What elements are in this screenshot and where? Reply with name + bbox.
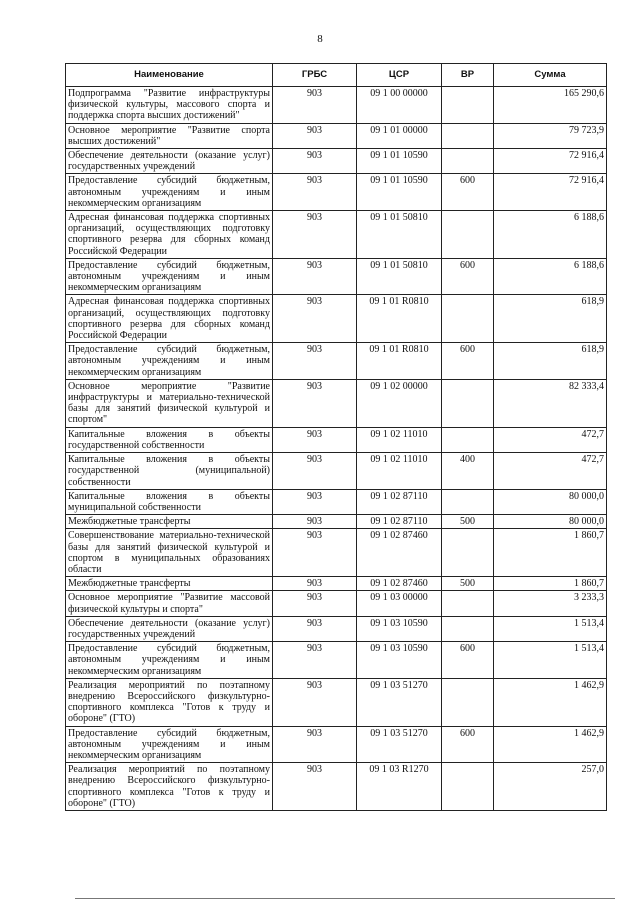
table-row [66,211,607,259]
cell-sum: 1 513,4 [494,642,607,679]
cell-csr: 09 1 02 87110 [357,515,442,529]
cell-vr [442,678,494,726]
table-row [66,678,607,726]
cell-grbs: 903 [273,591,357,616]
cell-sum: 472,7 [494,453,607,490]
cell-csr: 09 1 00 00000 [357,87,442,124]
cell-sum: 1 462,9 [494,678,607,726]
cell-grbs: 903 [273,616,357,641]
cell-csr: 09 1 03 51270 [357,678,442,726]
cell-csr: 09 1 03 10590 [357,642,442,679]
table-row [66,123,607,148]
cell-csr: 09 1 02 87110 [357,489,442,514]
header-name: Наименование [66,64,273,87]
cell-sum: 72 916,4 [494,174,607,211]
cell-grbs: 903 [273,489,357,514]
cell-sum: 1 513,4 [494,616,607,641]
cell-name: Межбюджетные трансферты [66,577,273,591]
cell-vr: 600 [442,642,494,679]
table-row [66,427,607,452]
cell-name: Капитальные вложения в объекты государственной (муниципальной) собственности [66,453,273,490]
header-sum: Сумма [494,64,607,87]
cell-csr: 09 1 02 00000 [357,379,442,427]
cell-vr [442,123,494,148]
cell-csr: 09 1 01 R0810 [357,343,442,380]
cell-vr [442,763,494,811]
cell-sum: 82 333,4 [494,379,607,427]
cell-grbs: 903 [273,258,357,295]
table-body [66,87,607,811]
table-row [66,529,607,577]
header-grbs: ГРБС [273,64,357,87]
table-row [66,379,607,427]
cell-vr [442,87,494,124]
cell-sum: 1 462,9 [494,726,607,763]
cell-name: Предоставление субсидий бюджетным, автономным учреждениям и иным некоммерческим организациям [66,174,273,211]
cell-grbs: 903 [273,642,357,679]
cell-sum: 3 233,3 [494,591,607,616]
cell-grbs: 903 [273,726,357,763]
cell-csr: 09 1 03 00000 [357,591,442,616]
cell-grbs: 903 [273,427,357,452]
cell-grbs: 903 [273,577,357,591]
cell-grbs: 903 [273,515,357,529]
cell-sum: 165 290,6 [494,87,607,124]
cell-vr [442,211,494,259]
cell-vr: 600 [442,174,494,211]
table-row [66,174,607,211]
cell-sum: 618,9 [494,295,607,343]
cell-name: Предоставление субсидий бюджетным, автономным учреждениям и иным некоммерческим организациям [66,642,273,679]
table-row [66,258,607,295]
cell-csr: 09 1 03 10590 [357,616,442,641]
cell-name: Адресная финансовая поддержка спортивных организаций, осуществляющих подготовку спортивного резерва для сборных команд Российской Федерации [66,295,273,343]
cell-vr [442,591,494,616]
cell-name: Капитальные вложения в объекты муниципальной собственности [66,489,273,514]
cell-name: Предоставление субсидий бюджетным, автономным учреждениям и иным некоммерческим организациям [66,258,273,295]
cell-csr: 09 1 02 87460 [357,577,442,591]
cell-vr: 600 [442,343,494,380]
cell-name: Капитальные вложения в объекты государственной собственности [66,427,273,452]
cell-grbs: 903 [273,211,357,259]
cell-name: Совершенствование материально-технической базы для занятий физической культурой и спортом в муниципальных образованиях области [66,529,273,577]
table-row [66,453,607,490]
cell-grbs: 903 [273,343,357,380]
cell-name: Основное мероприятие "Развитие инфраструктуры и материально-технической базы для занятий физической культурой и спортом" [66,379,273,427]
cell-csr: 09 1 03 51270 [357,726,442,763]
cell-csr: 09 1 02 11010 [357,453,442,490]
table-row [66,616,607,641]
table-row [66,515,607,529]
cell-grbs: 903 [273,453,357,490]
cell-name: Обеспечение деятельности (оказание услуг) государственных учреждений [66,149,273,174]
cell-name: Основное мероприятие "Развитие спорта высших достижений" [66,123,273,148]
page-number: 8 [317,33,323,45]
cell-csr: 09 1 01 00000 [357,123,442,148]
table-row [66,149,607,174]
cell-name: Предоставление субсидий бюджетным, автономным учреждениям и иным некоммерческим организациям [66,343,273,380]
cell-vr: 500 [442,515,494,529]
cell-csr: 09 1 03 R1270 [357,763,442,811]
table-row [66,577,607,591]
cell-vr [442,529,494,577]
cell-vr: 400 [442,453,494,490]
header-row [66,64,607,87]
cell-vr [442,616,494,641]
cell-vr [442,379,494,427]
cell-sum: 6 188,6 [494,211,607,259]
header-vr: ВР [442,64,494,87]
bottom-rule [75,898,615,899]
cell-grbs: 903 [273,529,357,577]
budget-table [65,63,607,811]
cell-name: Подпрограмма "Развитие инфраструктуры физической культуры, массового спорта и поддержка спорта высших достижений" [66,87,273,124]
cell-name: Реализация мероприятий по поэтапному внедрению Всероссийского физкультурно-спортивного комплекса "Готов к труду и обороне" (ГТО) [66,678,273,726]
cell-csr: 09 1 01 R0810 [357,295,442,343]
cell-csr: 09 1 01 50810 [357,258,442,295]
cell-vr [442,295,494,343]
cell-sum: 6 188,6 [494,258,607,295]
table-row [66,763,607,811]
cell-sum: 80 000,0 [494,515,607,529]
cell-sum: 618,9 [494,343,607,380]
table-row [66,642,607,679]
table-row [66,726,607,763]
cell-name: Межбюджетные трансферты [66,515,273,529]
cell-grbs: 903 [273,678,357,726]
cell-name: Реализация мероприятий по поэтапному внедрению Всероссийского физкультурно-спортивного комплекса "Готов к труду и обороне" (ГТО) [66,763,273,811]
cell-name: Обеспечение деятельности (оказание услуг) государственных учреждений [66,616,273,641]
table-row [66,591,607,616]
cell-vr [442,149,494,174]
table-row [66,295,607,343]
cell-grbs: 903 [273,763,357,811]
cell-csr: 09 1 02 87460 [357,529,442,577]
cell-sum: 472,7 [494,427,607,452]
table-header [66,64,607,87]
cell-grbs: 903 [273,379,357,427]
table-row [66,489,607,514]
cell-sum: 80 000,0 [494,489,607,514]
cell-csr: 09 1 02 11010 [357,427,442,452]
cell-csr: 09 1 01 10590 [357,174,442,211]
cell-grbs: 903 [273,295,357,343]
cell-grbs: 903 [273,174,357,211]
cell-sum: 79 723,9 [494,123,607,148]
cell-grbs: 903 [273,87,357,124]
cell-csr: 09 1 01 50810 [357,211,442,259]
cell-grbs: 903 [273,149,357,174]
cell-sum: 72 916,4 [494,149,607,174]
cell-vr: 500 [442,577,494,591]
table-row [66,87,607,124]
cell-name: Адресная финансовая поддержка спортивных организаций, осуществляющих подготовку спортивного резерва для сборных команд Российской Федерации [66,211,273,259]
cell-vr: 600 [442,258,494,295]
cell-csr: 09 1 01 10590 [357,149,442,174]
cell-vr [442,427,494,452]
header-csr: ЦСР [357,64,442,87]
cell-vr: 600 [442,726,494,763]
cell-name: Предоставление субсидий бюджетным, автономным учреждениям и иным некоммерческим организациям [66,726,273,763]
cell-sum: 1 860,7 [494,529,607,577]
table-row [66,343,607,380]
cell-grbs: 903 [273,123,357,148]
cell-vr [442,489,494,514]
cell-sum: 1 860,7 [494,577,607,591]
cell-sum: 257,0 [494,763,607,811]
cell-name: Основное мероприятие "Развитие массовой физической культуры и спорта" [66,591,273,616]
